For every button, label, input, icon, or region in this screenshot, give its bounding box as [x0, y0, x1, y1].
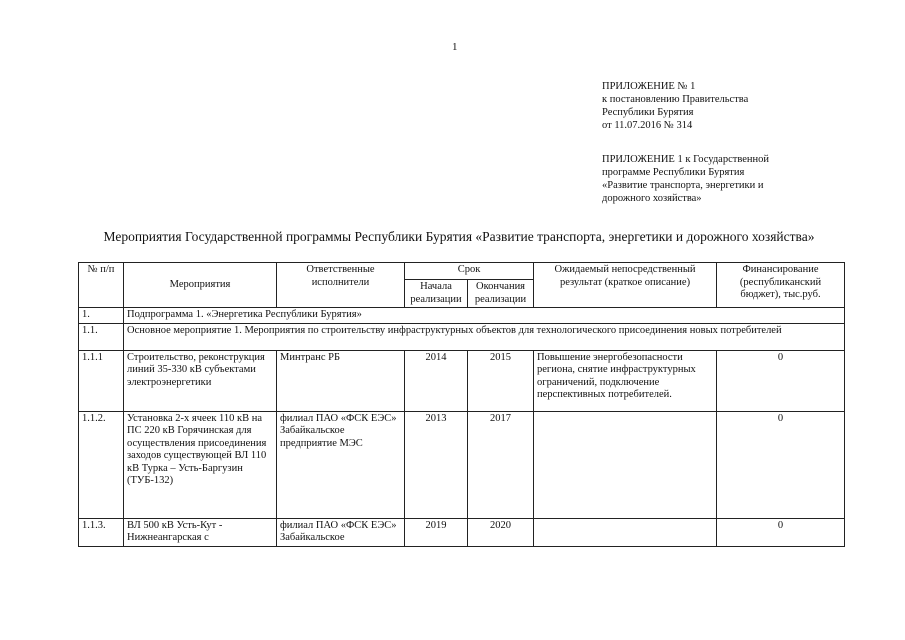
header-measures: Мероприятия [124, 263, 277, 308]
appendix-line: дорожного хозяйства» [602, 193, 702, 204]
row-num: 1.1.1 [79, 350, 124, 411]
header-executors: Ответственные исполнители [277, 263, 405, 308]
appendix-state-program [602, 153, 842, 205]
row-start: 2013 [405, 411, 468, 518]
row-executor: Минтранс РБ [277, 350, 405, 411]
row-executor: филиал ПАО «ФСК ЕЭС» Забайкальское предприятие МЭС [277, 411, 405, 518]
row-financing: 0 [717, 518, 845, 546]
table-row [79, 518, 845, 546]
row-start: 2019 [405, 518, 468, 546]
appendix-line: от 11.07.2016 № 314 [602, 120, 693, 131]
row-num: 1.1.2. [79, 411, 124, 518]
subprogram-num: 1. [79, 308, 124, 324]
row-financing: 0 [717, 411, 845, 518]
row-executor: филиал ПАО «ФСК ЕЭС» Забайкальское [277, 518, 405, 546]
document-title: Мероприятия Государственной программы Республики Бурятия «Развитие транспорта, энергетики и дорожного хозяйства» [103, 229, 815, 244]
subprogram-row [79, 308, 845, 324]
main-measure-row [79, 323, 845, 350]
row-result [534, 518, 717, 546]
header-num: № п/п [79, 263, 124, 308]
appendix-line: программе Республики Бурятия [602, 167, 745, 178]
header-result: Ожидаемый непосредственный результат (краткое описание) [534, 263, 717, 308]
header-financing: Финансирование (республиканский бюджет), тыс.руб. [717, 263, 845, 308]
table-header-row [79, 263, 845, 280]
table-row [79, 350, 845, 411]
page-number: 1 [452, 41, 458, 53]
appendix-line: к постановлению Правительства [602, 94, 749, 105]
header-start: Начала реализации [405, 280, 468, 308]
measures-table [78, 262, 845, 547]
subprogram-title: Подпрограмма 1. «Энергетика Республики Бурятия» [124, 308, 845, 324]
row-result: Повышение энергобезопасности региона, снятие инфраструктурных ограничений, подключение перспективных потребителей. [534, 350, 717, 411]
row-result [534, 411, 717, 518]
appendix-line: «Развитие транспорта, энергетики и [602, 180, 764, 191]
row-end: 2020 [468, 518, 534, 546]
header-end: Окончания реализации [468, 280, 534, 308]
row-measure: ВЛ 500 кВ Усть-Кут - Нижнеангарская с [124, 518, 277, 546]
appendix-line: Республики Бурятия [602, 107, 694, 118]
row-financing: 0 [717, 350, 845, 411]
row-measure: Установка 2-х ячеек 110 кВ на ПС 220 кВ Горячинская для осуществления присоединения заходов существующей ВЛ 110 кВ Турка – Усть-Баргузин (ТУБ-132) [124, 411, 277, 518]
row-end: 2015 [468, 350, 534, 411]
row-num: 1.1.3. [79, 518, 124, 546]
appendix-government-decree [602, 80, 842, 132]
appendix-line: ПРИЛОЖЕНИЕ 1 к Государственной [602, 154, 770, 165]
main-measure-title: Основное мероприятие 1. Мероприятия по строительству инфраструктурных объектов для технологического присоединения новых потребителей [124, 323, 845, 350]
header-term: Срок [405, 263, 534, 280]
table-row [79, 411, 845, 518]
row-measure: Строительство, реконструкция линий 35-330 кВ субъектами электроэнергетики [124, 350, 277, 411]
row-start: 2014 [405, 350, 468, 411]
main-measure-num: 1.1. [79, 323, 124, 350]
appendix-line: ПРИЛОЖЕНИЕ № 1 [602, 81, 696, 92]
row-end: 2017 [468, 411, 534, 518]
